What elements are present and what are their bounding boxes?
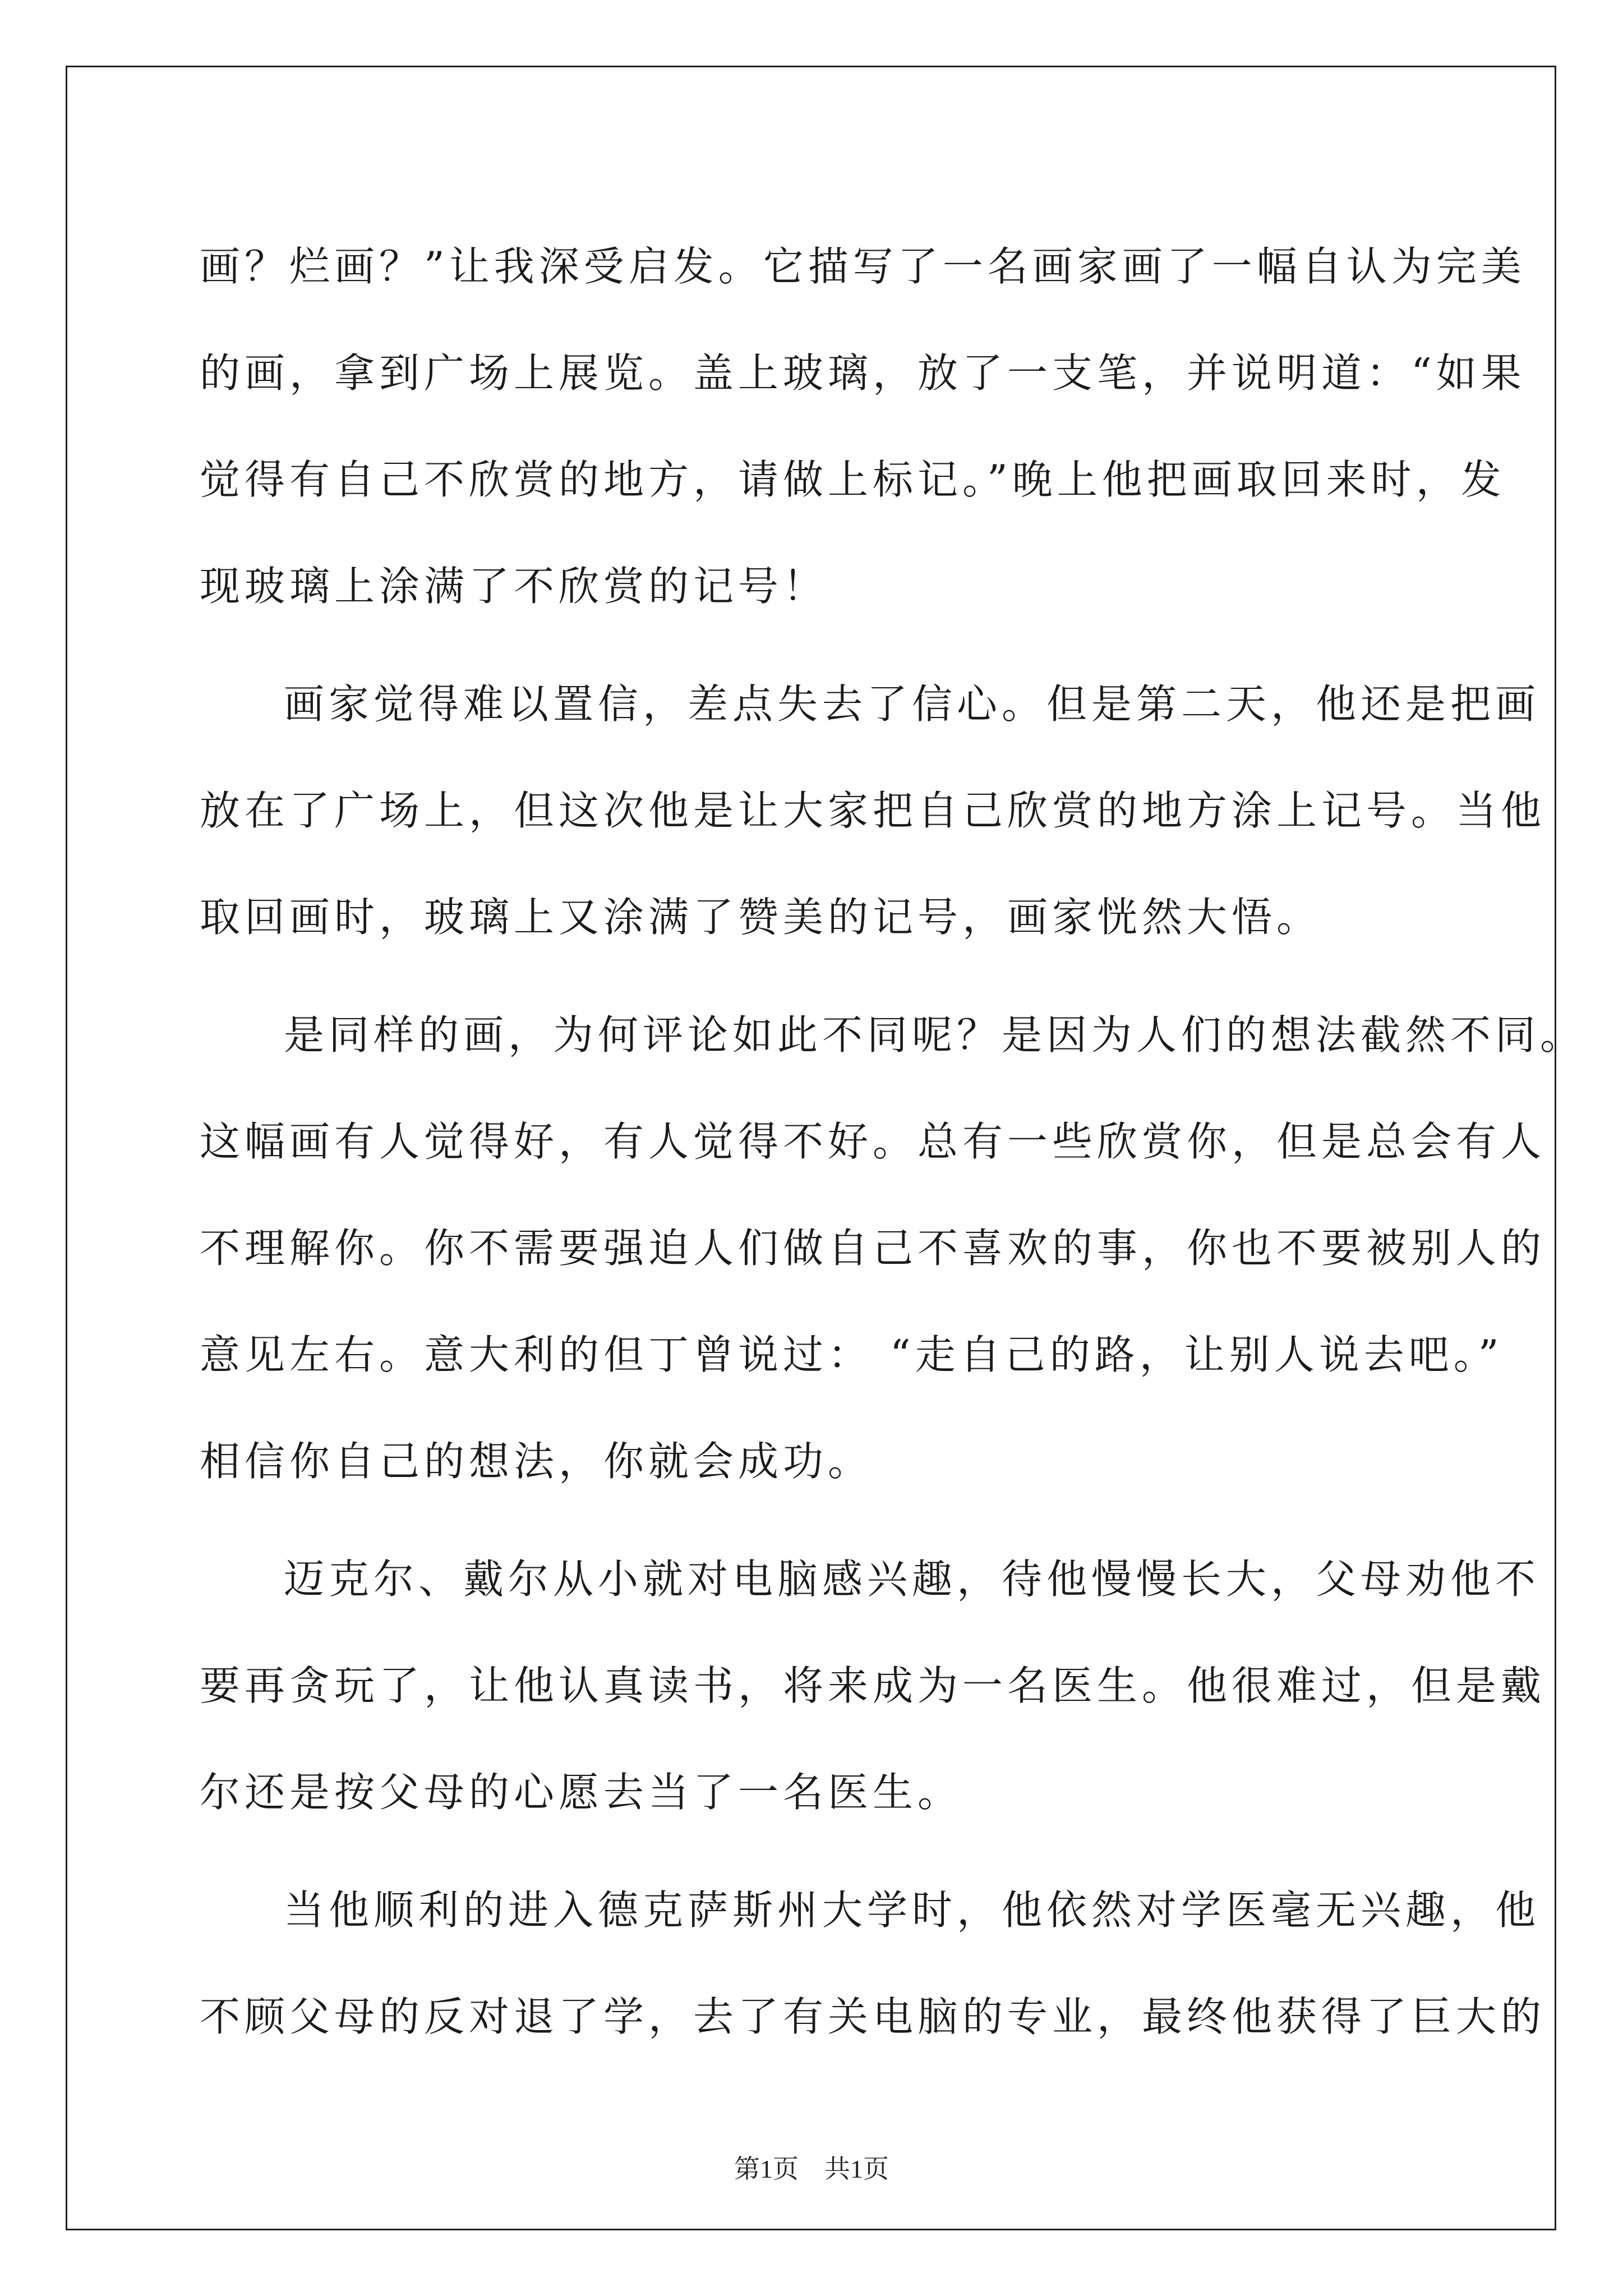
text-line: 画？烂画？”让我深受启发。它描写了一名画家画了一幅自认为完美: [200, 243, 1526, 290]
text-line-paragraph-start: 迈克尔、戴尔从小就对电脑感兴趣，待他慢慢长大，父母劝他不: [284, 1556, 1541, 1603]
text-line: 觉得有自己不欣赏的地方，请做上标记。”晚上他把画取回来时，发: [200, 456, 1506, 503]
text-line: 要再贪玩了，让他认真读书，将来成为一名医生。他很难过，但是戴: [200, 1662, 1546, 1709]
text-line: 现玻璃上涂满了不欣赏的记号！: [200, 563, 828, 610]
text-line: 放在了广场上，但这次他是让大家把自己欣赏的地方涂上记号。当他: [200, 787, 1546, 834]
text-line: 取回画时，玻璃上又涂满了赞美的记号，画家恍然大悟。: [200, 894, 1322, 941]
text-line: 的画，拿到广场上展览。盖上玻璃，放了一支笔，并说明道：“如果: [200, 349, 1526, 397]
text-line-paragraph-start: 当他顺利的进入德克萨斯州大学时，他依然对学医毫无兴趣，他: [284, 1887, 1541, 1934]
text-line: 不顾父母的反对退了学，去了有关电脑的专业，最终他获得了巨大的: [200, 1993, 1546, 2040]
text-line: 相信你自己的想法，你就会成功。: [200, 1438, 873, 1485]
document-body: [200, 213, 1585, 2070]
text-line-paragraph-start: 画家觉得难以置信，差点失去了信心。但是第二天，他还是把画: [284, 680, 1541, 728]
text-line: 意见左右。意大利的但丁曾说过： “走自己的路，让别人说去吧。”: [200, 1331, 1504, 1378]
text-line: 不理解你。你不需要强迫人们做自己不喜欢的事，你也不要被别人的: [200, 1225, 1546, 1272]
text-line: 这幅画有人觉得好，有人觉得不好。总有一些欣赏你，但是总会有人: [200, 1118, 1546, 1165]
text-line-paragraph-start: 是同样的画，为何评论如此不同呢？是因为人们的想法截然不同。: [284, 1011, 1585, 1059]
page-number-footer: 第1页 共1页: [734, 2155, 889, 2183]
text-line: 尔还是按父母的心愿去当了一名医生。: [200, 1769, 963, 1816]
